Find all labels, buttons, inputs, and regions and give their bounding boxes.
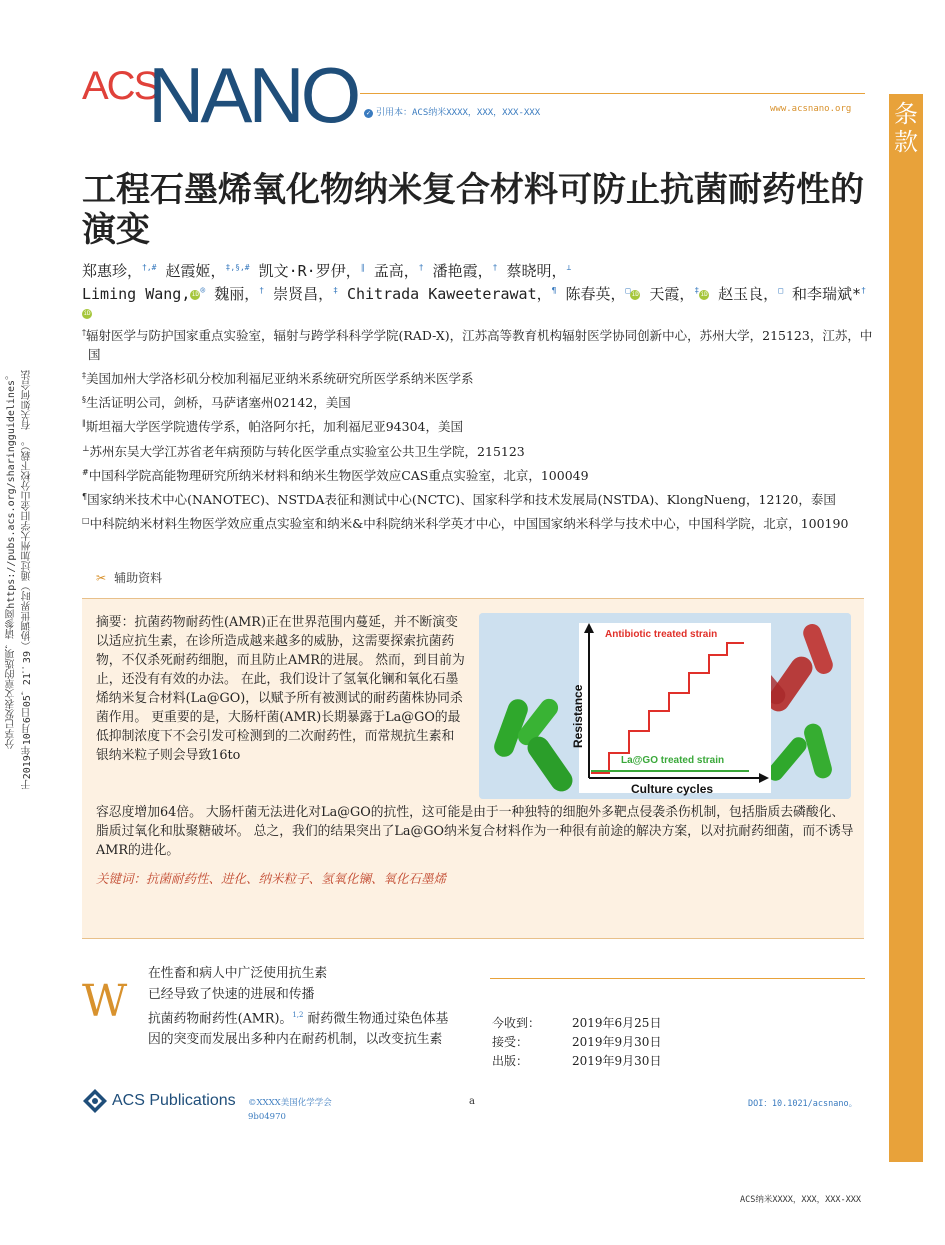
- author-name[interactable]: Chitrada Kaweeterawat，: [337, 285, 552, 303]
- author-name[interactable]: 魏丽，: [205, 285, 260, 303]
- intro-line: 耐药微生物通过染色体基因的突变而发展出多种内在耐药机制，以改变抗生素: [148, 1011, 449, 1048]
- affiliation-text: 中国科学院高能物理研究所纳米材料和纳米生物医学效应CAS重点实验室，北京，100049: [88, 467, 589, 483]
- author-name[interactable]: 蔡晓明，: [497, 262, 567, 280]
- copyright-line: 9b04970: [248, 1112, 286, 1122]
- affiliation-list: [82, 323, 882, 535]
- author-affil-mark: ⊥: [566, 263, 572, 272]
- acs-emblem-icon: [82, 1088, 108, 1114]
- affiliation-mark: ‡: [82, 371, 86, 381]
- logo-nano: NANO: [148, 51, 358, 139]
- orcid-icon[interactable]: iD: [83, 309, 91, 317]
- affiliation-mark: ¶: [82, 491, 88, 501]
- affiliation-item: [82, 366, 882, 388]
- affiliation-mark: ⊥: [82, 443, 90, 453]
- article-type-sidebar: [889, 94, 923, 1162]
- author-list: [82, 258, 872, 323]
- article-title: 工程石墨烯氧化物纳米复合材料可防止抗菌耐药性的演变: [82, 170, 864, 250]
- affiliation-item: [82, 487, 882, 509]
- download-notice-line1: 于2019年10月6日05，21：39（协调世界时）通过加州大学旧金山分校下载）。 有关如何合法: [22, 370, 33, 790]
- affiliation-mark: #: [82, 467, 89, 477]
- affiliation-mark: ∥: [82, 419, 86, 429]
- author-affil-mark: □: [778, 286, 784, 295]
- date-value: 2019年9月30日: [572, 1054, 662, 1068]
- author-name[interactable]: 崇贤昌，: [264, 285, 334, 303]
- author-affil-mark: ‡: [694, 286, 700, 295]
- affiliation-item: [82, 414, 882, 436]
- affiliation-text: 中科院纳米材料生物医学效应重点实验室和纳米&中科院纳米科学英才中心，中国国家纳米科学与技术中心，中国科学院，北京，100190: [89, 516, 849, 532]
- affiliation-text: 苏州东吴大学江苏省老年病预防与转化医学重点实验室公共卫生学院，215123: [89, 443, 525, 459]
- author-name[interactable]: 陈春英，: [556, 285, 626, 303]
- download-notice-line2[interactable]: 分享已发表文章的选项，请参阅https://pubs.acs.org/sharingguidelines。: [6, 370, 17, 749]
- affiliation-text: 生活证明公司，剑桥，马萨诸塞州02142，美国: [86, 395, 351, 411]
- lago-series-label: La@GO treated strain: [621, 755, 725, 766]
- cite-this-link[interactable]: [364, 105, 540, 118]
- orcid-icon[interactable]: iD: [631, 290, 639, 298]
- dropcap: W: [82, 976, 128, 1027]
- date-row: [492, 1052, 661, 1071]
- author-name[interactable]: 赵玉良，: [709, 285, 779, 303]
- article-type-label: 条款: [894, 100, 918, 156]
- date-value: 2019年9月30日: [572, 1035, 662, 1049]
- acs-publications-logo[interactable]: [82, 1088, 236, 1114]
- intro-line: 在性畜和病人中广泛使用抗生素: [148, 966, 328, 981]
- logo-acs: ACS: [82, 64, 159, 108]
- author-affil-mark: ¶: [551, 286, 557, 295]
- intro-paragraph: [82, 963, 460, 1050]
- date-label: 出版：: [492, 1054, 529, 1068]
- affiliation-mark: †: [82, 328, 86, 337]
- dates-rule: [490, 978, 865, 979]
- author-name[interactable]: 天霞，: [640, 285, 695, 303]
- date-label: 今收到：: [492, 1016, 541, 1030]
- intro-line: 抗菌药物耐药性(AMR)。: [148, 1011, 293, 1027]
- intro-line: 已经导致了快速的进展和传播: [148, 987, 315, 1002]
- header-rule: [360, 93, 865, 94]
- orcid-icon[interactable]: iD: [191, 290, 199, 298]
- website-link[interactable]: www.acsnano.org: [770, 104, 852, 114]
- affiliation-text: 美国加州大学洛杉矶分校加利福尼亚纳米系统研究所医学系纳米医学系: [86, 371, 474, 387]
- journal-logo: [82, 51, 372, 139]
- check-icon: ✓: [364, 109, 373, 118]
- author-affil-mark: †: [861, 286, 866, 295]
- author-affil-mark: ®: [200, 286, 206, 295]
- affiliation-item: [82, 463, 882, 485]
- x-axis-label: Culture cycles: [631, 782, 714, 796]
- author-affil-mark: □: [625, 286, 631, 295]
- toc-graphic-svg: [479, 613, 851, 799]
- supporting-info-icon: ✂: [96, 571, 107, 585]
- author-name[interactable]: 郑惠珍，: [82, 262, 143, 280]
- author-name[interactable]: 潘艳霞，: [423, 262, 493, 280]
- author-affil-mark: †,#: [142, 263, 157, 272]
- copyright-line: ©XXXX美国化学学会: [248, 1098, 332, 1108]
- author-name[interactable]: Liming Wang,: [82, 285, 191, 303]
- affiliation-item: [82, 390, 882, 412]
- affiliation-text: 辐射医学与防护国家重点实验室，辐射与跨学科科学学院(RAD-X)，江苏高等教育机构辐射医学协同创新中心，苏州大学，215123，江苏，中国: [86, 328, 873, 363]
- author-name[interactable]: 孟高，: [364, 262, 419, 280]
- publisher-name: ACS Publications: [112, 1092, 236, 1110]
- affiliation-text: 斯坦福大学医学院遗传学系，帕洛阿尔托，加利福尼亚94304，美国: [85, 419, 463, 435]
- author-affil-mark: ∥: [360, 263, 365, 272]
- affiliation-mark: □: [82, 516, 90, 526]
- abstract-continuation: 容忍度增加64倍。 大肠杆菌无法进化对La@GO的抗性，这可能是由于一种独特的细胞外多靶点侵袭杀伤机制，包括脂质去磷酸化、脂质过氧化和肽聚糖破坏。 总之，我们的结果突出了La@GO纳米复合材料作为一种很有前途的解决方案，以对抗耐药细菌，而不诱导AMR的进化。: [96, 805, 854, 858]
- author-affil-mark: ‡,§,#: [225, 263, 250, 272]
- plot-area: [579, 623, 771, 793]
- abstract-text: 摘要：抗菌药物耐药性(AMR)正在世界范围内蔓延，并不断演变以适应抗生素，在诊所造成越来越多的威胁，这需要探索抗菌药物，不仅杀死耐药细胞，而且防止AMR的进展。 然而，到目前为止，还没有有效的办法。 在此，我们设计了氢氧化镧和氧化石墨烯纳米复合材料(La@GO)，以赋予所有被测试的耐药菌株协同杀菌作用。 更重要的是，大肠杆菌(AMR)长期暴露于La@GO的最低抑制浓度下不会引发可检测到的二次耐药性，而常规抗生素和银纳米粒子则会导致16to: [96, 615, 465, 763]
- orcid-icon[interactable]: iD: [700, 290, 708, 298]
- doi-link[interactable]: DOI：10.1021/acsnano。: [748, 1099, 858, 1109]
- copyright: [248, 1096, 332, 1124]
- author-name[interactable]: 赵霞姬，: [156, 262, 226, 280]
- bottom-citation: ACS纳米XXXX，XXX，XXX-XXX: [740, 1195, 861, 1205]
- author-name[interactable]: 凯文·R·罗伊，: [249, 262, 361, 280]
- supporting-info-link[interactable]: [96, 569, 162, 586]
- author-affil-mark: ‡: [333, 286, 338, 295]
- reference-link[interactable]: 1,2: [292, 1011, 304, 1019]
- author-name[interactable]: 和李瑞斌*: [783, 285, 862, 303]
- affiliation-item: [82, 511, 882, 533]
- date-row: [492, 1033, 661, 1052]
- publication-dates: [492, 1014, 661, 1071]
- author-affil-mark: †: [418, 263, 424, 272]
- keywords: 关键词：抗菌耐药性、进化、纳米粒子、氢氧化镧、氧化石墨烯: [96, 871, 447, 886]
- supporting-info-label: 辅助资料: [114, 571, 163, 585]
- author-affil-mark: †: [259, 286, 265, 295]
- date-row: [492, 1014, 661, 1033]
- date-value: 2019年6月25日: [572, 1016, 662, 1030]
- page-number: a: [469, 1096, 475, 1107]
- affiliation-mark: §: [82, 395, 86, 405]
- affiliation-text: 国家纳米技术中心(NANOTEC)、NSTDA表征和测试中心(NCTC)、国家科学和技术发展局(NSTDA)、KlongNueng，12120，泰国: [87, 492, 836, 508]
- abstract-box: [82, 598, 864, 939]
- affiliation-item: [82, 439, 882, 461]
- antibiotic-series-label: Antibiotic treated strain: [605, 629, 718, 640]
- download-notice: [2, 370, 42, 890]
- y-axis-label: Resistance: [571, 684, 585, 748]
- cite-label: 引用本：ACS纳米XXXX，XXX，XXX-XXX: [376, 108, 541, 118]
- author-affil-mark: †: [492, 263, 498, 272]
- affiliation-item: [82, 323, 882, 364]
- toc-graphic: [479, 613, 851, 799]
- date-label: 接受：: [492, 1035, 529, 1049]
